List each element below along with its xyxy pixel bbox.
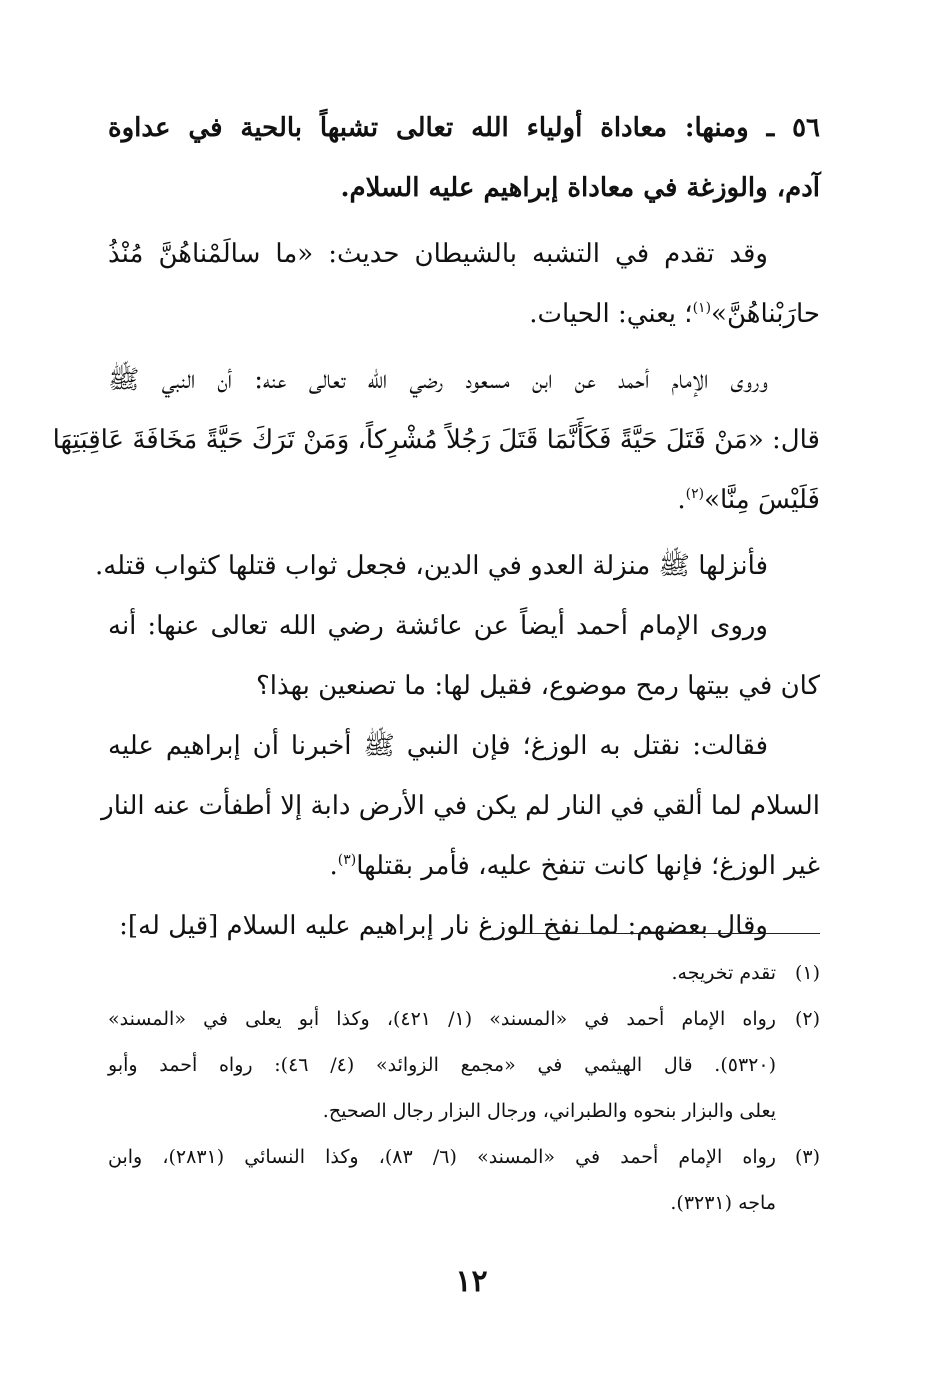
footnote-text: (٥٣٢٠). قال الهيثمي في «مجمع الزوائد» (٤/ ٤٦): رواه أحمد وأبو xyxy=(108,1054,776,1076)
paragraph-ibn-masud xyxy=(52,350,820,530)
footnote-ref: (٢) xyxy=(685,486,705,502)
text-line: السلام لما ألقي في النار لم يكن في الأرض دابة إلا أطفأت عنه النار xyxy=(101,791,820,821)
footnote-separator xyxy=(518,933,820,934)
footnote-number: (٣) xyxy=(794,1146,820,1168)
footnote-text: رواه الإمام أحمد في «المسند» (٦/ ٨٣)، وكذا النسائي (٢٨٣١)، وابن xyxy=(108,1146,776,1168)
paragraph-some-said xyxy=(108,896,820,956)
footnote-ref: (١) xyxy=(692,300,712,316)
text-line: فقالت: نقتل به الوزغ؛ فإن النبي ﷺ أخبرنا أن إبراهيم عليه xyxy=(108,731,768,761)
text-line: قال: «مَنْ قَتَلَ حَيَّةً فَكَأَنَّمَا قَتَلَ رَجُلاً مُشْرِكاً، وَمَنْ تَرَكَ حَيَّةً مَخَافَةَ عَاقِبَتِهَا xyxy=(52,425,820,455)
footnote-text: يعلى والبزار بنحوه والطبراني، ورجال البزار رجال الصحيح. xyxy=(322,1100,776,1122)
paragraph-snakes xyxy=(108,224,820,344)
text-line: وقال بعضهم: لما نفخ الوزغ نار إبراهيم عليه السلام [قيل له]: xyxy=(119,911,768,941)
text-line: ٥٦ ـ ومنها: معاداة أولياء الله تعالى تشبهاً بالحية في عداوة xyxy=(108,113,820,143)
main-text xyxy=(52,98,820,956)
footnotes xyxy=(108,950,820,1226)
footnote-number: (١) xyxy=(794,962,820,984)
page-number: ١٢ xyxy=(455,1264,488,1299)
paragraph-aisha xyxy=(108,596,820,716)
footnote-text: تقدم تخريجه. xyxy=(671,962,776,984)
text-line: وروى الإمام أحمد عن ابن مسعود رضي الله تعالى عنه: أن النبي ﷺ xyxy=(108,365,768,395)
footnote-number: (٢) xyxy=(794,1008,820,1030)
text-line: فَلَيْسَ مِنَّا»$^{(٢)}$. xyxy=(677,485,820,515)
text-line: وقد تقدم في التشبه بالشيطان حديث: «ما سالَمْناهُنَّ مُنْذُ xyxy=(108,239,768,269)
footnote-1 xyxy=(108,950,820,996)
footnote-text: ماجه (٣٢٣١). xyxy=(670,1192,776,1214)
paragraph-gecko xyxy=(101,716,820,896)
text-line: غير الوزغ؛ فإنها كانت تنفخ عليه، فأمر بقتلها$^{(٣)}$. xyxy=(329,851,820,881)
text-line: وروى الإمام أحمد أيضاً عن عائشة رضي الله تعالى عنها: أنه xyxy=(108,611,768,641)
text-line: حارَبْناهُنَّ»$^{(١)}$؛ يعني: الحيات. xyxy=(529,299,820,329)
footnote-text: رواه الإمام أحمد في «المسند» (١/ ٤٢١)، وكذا أبو يعلى في «المسند» xyxy=(108,1008,776,1030)
footnote-2 xyxy=(108,996,820,1134)
paragraph-56 xyxy=(108,98,820,218)
text-line: فأنزلها ﷺ منزلة العدو في الدين، فجعل ثواب قتلها كثواب قتله. xyxy=(94,551,768,581)
footnote-3 xyxy=(108,1134,820,1226)
text-line: آدم، والوزغة في معاداة إبراهيم عليه السلام. xyxy=(340,173,820,203)
footnote-ref: (٣) xyxy=(337,852,357,868)
text-line: كان في بيتها رمح موضوع، فقيل لها: ما تصنعين بهذا؟ xyxy=(255,671,820,701)
paragraph-enemy xyxy=(94,536,820,596)
